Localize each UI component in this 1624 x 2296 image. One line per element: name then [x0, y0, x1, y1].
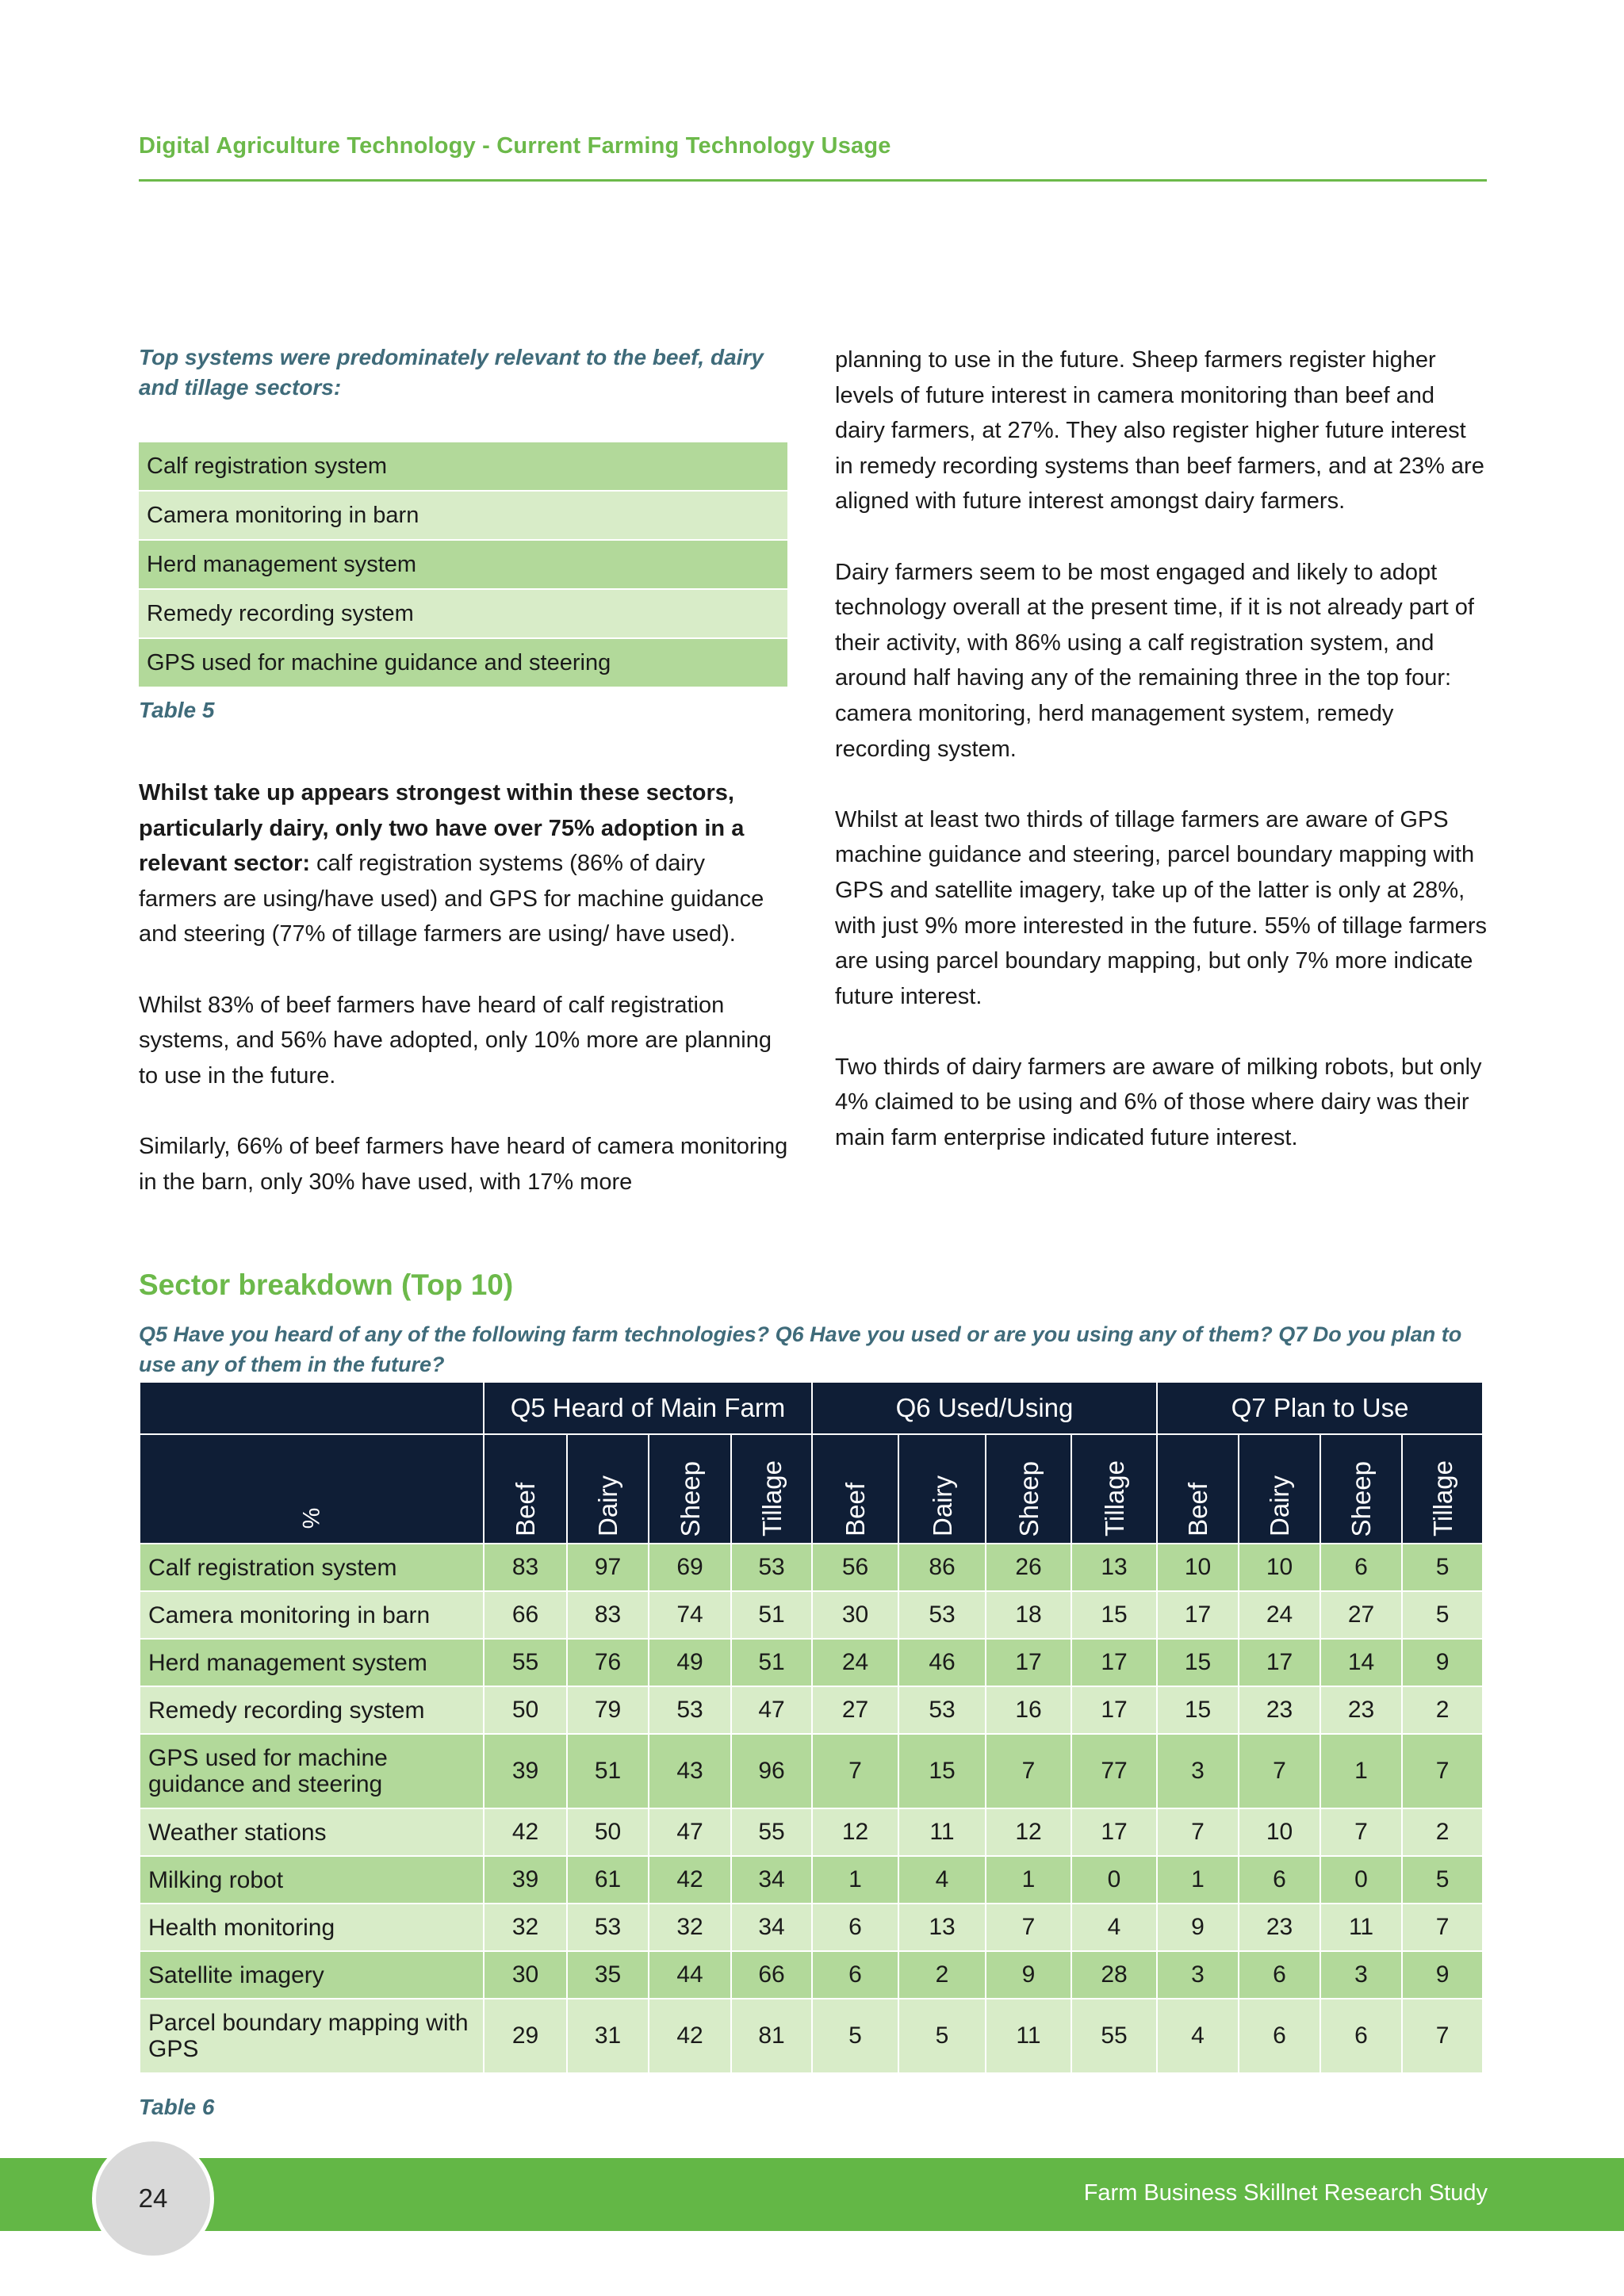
table-cell: 1	[1157, 1856, 1239, 1904]
row-label: Camera monitoring in barn	[140, 1591, 484, 1639]
right-paragraph-2: Dairy farmers seem to be most engaged and likely to adopt technology overall at the present time, if it is not already part of their activity, with 86% using a calf registration system, and around half having any of the remaining three in the top four: camera monitoring, herd management system, remedy recording system.	[835, 559, 1474, 762]
table-cell: 27	[1320, 1591, 1402, 1639]
table-row	[140, 1951, 1483, 1999]
table-cell: 10	[1157, 1544, 1239, 1591]
table-row	[140, 1591, 1483, 1639]
table-cell: 12	[986, 1808, 1071, 1856]
table-cell: 3	[1320, 1951, 1402, 1999]
percent-symbol: %	[298, 1507, 324, 1529]
intro-lead: Top systems were predominately relevant to the beef, dairy and tillage sectors:	[139, 345, 764, 400]
top-systems-item: Camera monitoring in barn	[139, 491, 787, 540]
table-cell: 34	[731, 1904, 812, 1951]
subheader-label: Beef	[511, 1483, 540, 1536]
table-cell: 66	[484, 1591, 567, 1639]
top-systems-item: Herd management system	[139, 540, 787, 589]
table-cell: 61	[567, 1856, 649, 1904]
table-cell: 2	[898, 1951, 986, 1999]
subheader-sheep	[649, 1434, 731, 1544]
header-divider	[139, 179, 1487, 182]
table-cell: 5	[1402, 1591, 1483, 1639]
row-label: Herd management system	[140, 1639, 484, 1686]
intro-lead-block	[139, 342, 789, 403]
survey-questions: Q5 Have you heard of any of the following farm technologies? Q6 Have you used or are you using any of them? Q7 Do you plan to use any of them in the future?	[139, 1322, 1462, 1376]
table-cell: 97	[567, 1544, 649, 1591]
table-cell: 7	[986, 1904, 1071, 1951]
table-cell: 24	[812, 1639, 898, 1686]
subheader-tillage	[731, 1434, 812, 1544]
table-cell: 7	[1402, 1904, 1483, 1951]
subheader-label: Beef	[841, 1483, 870, 1536]
subheader-beef	[1157, 1434, 1239, 1544]
table-6-caption: Table 6	[139, 2095, 215, 2119]
table-cell: 17	[1239, 1639, 1320, 1686]
table-cell: 2	[1402, 1686, 1483, 1734]
top-systems-row	[139, 491, 787, 540]
table-cell: 11	[898, 1808, 986, 1856]
percent-header	[140, 1434, 484, 1544]
table-cell: 31	[567, 1999, 649, 2073]
table-cell: 7	[1402, 1734, 1483, 1808]
table-row	[140, 1904, 1483, 1951]
table-cell: 10	[1239, 1544, 1320, 1591]
table-cell: 14	[1320, 1639, 1402, 1686]
top-systems-row	[139, 589, 787, 638]
subheader-sheep	[1320, 1434, 1402, 1544]
table-cell: 5	[898, 1999, 986, 2073]
table-cell: 35	[567, 1951, 649, 1999]
row-label: Parcel boundary mapping with GPS	[140, 1999, 484, 2073]
table-cell: 23	[1239, 1904, 1320, 1951]
subheader-label: Sheep	[1346, 1460, 1377, 1536]
table-cell: 9	[1402, 1639, 1483, 1686]
row-label: Health monitoring	[140, 1904, 484, 1951]
table-cell: 23	[1320, 1686, 1402, 1734]
table-body	[140, 1544, 1483, 2073]
table-cell: 17	[1071, 1639, 1157, 1686]
table-cell: 53	[649, 1686, 731, 1734]
left-column-body	[139, 775, 789, 1200]
table-cell: 39	[484, 1856, 567, 1904]
table-cell: 17	[1071, 1686, 1157, 1734]
subheader-beef	[812, 1434, 898, 1544]
right-column-body	[835, 342, 1490, 1156]
left-paragraph-2: Whilst 83% of beef farmers have heard of calf registration systems, and 56% have adopted, only 10% more are planning to use in the future.	[139, 992, 772, 1089]
table-cell: 55	[484, 1639, 567, 1686]
row-label: Weather stations	[140, 1808, 484, 1856]
table-cell: 5	[812, 1999, 898, 2073]
table-cell: 7	[1239, 1734, 1320, 1808]
table-cell: 13	[1071, 1544, 1157, 1591]
subheader-dairy	[898, 1434, 986, 1544]
table-cell: 42	[649, 1999, 731, 2073]
table-cell: 76	[567, 1639, 649, 1686]
table-cell: 0	[1071, 1856, 1157, 1904]
table-cell: 4	[1071, 1904, 1157, 1951]
top-systems-item: GPS used for machine guidance and steering	[139, 638, 787, 687]
subheader-label: Sheep	[1013, 1460, 1044, 1536]
table-cell: 81	[731, 1999, 812, 2073]
table-cell: 7	[1402, 1999, 1483, 2073]
subheader-dairy	[567, 1434, 649, 1544]
top-systems-row	[139, 540, 787, 589]
table-cell: 6	[812, 1904, 898, 1951]
table-cell: 6	[1239, 1951, 1320, 1999]
table-cell: 47	[731, 1686, 812, 1734]
table-cell: 15	[898, 1734, 986, 1808]
subheader-label: Sheep	[675, 1460, 705, 1536]
table-cell: 32	[649, 1904, 731, 1951]
row-label: Milking robot	[140, 1856, 484, 1904]
table-cell: 43	[649, 1734, 731, 1808]
page-number: 24	[92, 2137, 214, 2260]
table-cell: 74	[649, 1591, 731, 1639]
table-cell: 53	[567, 1904, 649, 1951]
table-cell: 51	[567, 1734, 649, 1808]
table-cell: 17	[986, 1639, 1071, 1686]
table-cell: 6	[812, 1951, 898, 1999]
table-cell: 5	[1402, 1544, 1483, 1591]
table-cell: 9	[1402, 1951, 1483, 1999]
subheader-beef	[484, 1434, 567, 1544]
table-cell: 79	[567, 1686, 649, 1734]
table-cell: 29	[484, 1999, 567, 2073]
table-cell: 4	[1157, 1999, 1239, 2073]
table-cell: 15	[1071, 1591, 1157, 1639]
table-cell: 55	[1071, 1999, 1157, 2073]
top-systems-row	[139, 638, 787, 687]
table-cell: 50	[484, 1686, 567, 1734]
sector-breakdown-table	[139, 1381, 1484, 2074]
table-cell: 32	[484, 1904, 567, 1951]
table-cell: 15	[1157, 1686, 1239, 1734]
table-cell: 7	[986, 1734, 1071, 1808]
table-cell: 7	[812, 1734, 898, 1808]
table-cell: 18	[986, 1591, 1071, 1639]
left-paragraph-3: Similarly, 66% of beef farmers have heard of camera monitoring in the barn, only 30% have used, with 17% more	[139, 1133, 788, 1195]
table-cell: 13	[898, 1904, 986, 1951]
subheader-label: Dairy	[1265, 1475, 1295, 1536]
table-cell: 3	[1157, 1951, 1239, 1999]
row-label: Remedy recording system	[140, 1686, 484, 1734]
subheader-label: Tillage	[1427, 1460, 1457, 1536]
table-cell: 69	[649, 1544, 731, 1591]
table-cell: 9	[986, 1951, 1071, 1999]
table-cell: 56	[812, 1544, 898, 1591]
subheader-label: Tillage	[1099, 1460, 1129, 1536]
table-cell: 23	[1239, 1686, 1320, 1734]
table-cell: 53	[898, 1686, 986, 1734]
subheader-tillage	[1071, 1434, 1157, 1544]
table-cell: 6	[1320, 1999, 1402, 2073]
subheader-sheep	[986, 1434, 1071, 1544]
row-label: Satellite imagery	[140, 1951, 484, 1999]
table-subheader-row	[140, 1434, 1483, 1544]
footer-publication-title: Farm Business Skillnet Research Study	[1083, 2180, 1488, 2206]
table-cell: 30	[484, 1951, 567, 1999]
right-paragraph-4: Two thirds of dairy farmers are aware of milking robots, but only 4% claimed to be using and 6% of those where dairy was their main farm enterprise indicated future interest.	[835, 1054, 1482, 1151]
table-cell: 7	[1157, 1808, 1239, 1856]
table-cell: 42	[649, 1856, 731, 1904]
table-cell: 11	[986, 1999, 1071, 2073]
table-cell: 17	[1157, 1591, 1239, 1639]
subheader-label: Beef	[1183, 1483, 1213, 1536]
table-cell: 49	[649, 1639, 731, 1686]
table-cell: 16	[986, 1686, 1071, 1734]
table-row	[140, 1856, 1483, 1904]
table-cell: 3	[1157, 1734, 1239, 1808]
table-cell: 15	[1157, 1639, 1239, 1686]
table-cell: 27	[812, 1686, 898, 1734]
table-cell: 6	[1239, 1999, 1320, 2073]
group-header-heard: Q5 Heard of Main Farm	[484, 1382, 812, 1434]
table-cell: 34	[731, 1856, 812, 1904]
table-cell: 53	[898, 1591, 986, 1639]
table-cell: 17	[1071, 1808, 1157, 1856]
table-cell: 44	[649, 1951, 731, 1999]
table-cell: 1	[986, 1856, 1071, 1904]
table-cell: 86	[898, 1544, 986, 1591]
table-row	[140, 1639, 1483, 1686]
table-cell: 28	[1071, 1951, 1157, 1999]
table-row	[140, 1734, 1483, 1808]
sector-breakdown-title: Sector breakdown (Top 10)	[139, 1269, 514, 1301]
table-corner-cell	[140, 1382, 484, 1434]
table-cell: 46	[898, 1639, 986, 1686]
table-cell: 0	[1320, 1856, 1402, 1904]
page-header-title: Digital Agriculture Technology - Current Farming Technology Usage	[139, 133, 891, 159]
row-label: GPS used for machine guidance and steering	[140, 1734, 484, 1808]
row-label: Calf registration system	[140, 1544, 484, 1591]
table-cell: 83	[567, 1591, 649, 1639]
table-cell: 66	[731, 1951, 812, 1999]
table-cell: 24	[1239, 1591, 1320, 1639]
table-cell: 51	[731, 1639, 812, 1686]
table-row	[140, 1808, 1483, 1856]
top-systems-item: Calf registration system	[139, 442, 787, 491]
table-cell: 96	[731, 1734, 812, 1808]
table-cell: 55	[731, 1808, 812, 1856]
table-cell: 53	[731, 1544, 812, 1591]
table-cell: 9	[1157, 1904, 1239, 1951]
subheader-label: Tillage	[756, 1460, 787, 1536]
table-cell: 42	[484, 1808, 567, 1856]
table-cell: 26	[986, 1544, 1071, 1591]
table-cell: 1	[1320, 1734, 1402, 1808]
table-cell: 7	[1320, 1808, 1402, 1856]
table-cell: 77	[1071, 1734, 1157, 1808]
table-row	[140, 1999, 1483, 2073]
table-cell: 6	[1320, 1544, 1402, 1591]
table-cell: 6	[1239, 1856, 1320, 1904]
table-cell: 83	[484, 1544, 567, 1591]
table-cell: 47	[649, 1808, 731, 1856]
left-paragraph-1-text: calf registration systems (86% of dairy farmers are using/have used) and GPS for machine guidance and steering (77% of tillage farmers are using/ have used).	[139, 851, 764, 947]
table-cell: 2	[1402, 1808, 1483, 1856]
top-systems-item: Remedy recording system	[139, 589, 787, 638]
top-systems-table	[139, 442, 787, 688]
table-row	[140, 1686, 1483, 1734]
table-cell: 4	[898, 1856, 986, 1904]
subheader-label: Dairy	[593, 1475, 622, 1536]
subheader-tillage	[1402, 1434, 1483, 1544]
right-paragraph-3: Whilst at least two thirds of tillage farmers are aware of GPS machine guidance and steering, parcel boundary mapping with GPS and satellite imagery, take up of the latter is only at 28%, with just 9% more interested in the future. 55% of tillage farmers are using parcel boundary mapping, but only 7% more indicate future interest.	[835, 806, 1488, 1009]
right-paragraph-1: planning to use in the future. Sheep farmers register higher levels of future interest in camera monitoring than beef and dairy farmers, at 27%. They also register higher future interest in remedy recording systems than beef farmers, and at 23% are aligned with future interest amongst dairy farmers.	[835, 347, 1484, 515]
table-group-header-row	[140, 1382, 1483, 1434]
table-cell: 51	[731, 1591, 812, 1639]
table-cell: 12	[812, 1808, 898, 1856]
table-5-caption: Table 5	[139, 698, 215, 722]
table-cell: 11	[1320, 1904, 1402, 1951]
left-paragraph-1-bold: Whilst take up appears strongest within these sectors, particularly dairy, only two have over 75% adoption in a relevant sector:	[139, 780, 745, 877]
table-cell: 30	[812, 1591, 898, 1639]
left-paragraph-1	[139, 775, 789, 952]
subheader-label: Dairy	[927, 1475, 957, 1536]
group-header-plan: Q7 Plan to Use	[1157, 1382, 1483, 1434]
table-cell: 50	[567, 1808, 649, 1856]
table-cell: 1	[812, 1856, 898, 1904]
subheader-dairy	[1239, 1434, 1320, 1544]
group-header-used: Q6 Used/Using	[812, 1382, 1157, 1434]
table-cell: 10	[1239, 1808, 1320, 1856]
table-row	[140, 1544, 1483, 1591]
top-systems-row	[139, 442, 787, 491]
table-cell: 5	[1402, 1856, 1483, 1904]
table-cell: 39	[484, 1734, 567, 1808]
